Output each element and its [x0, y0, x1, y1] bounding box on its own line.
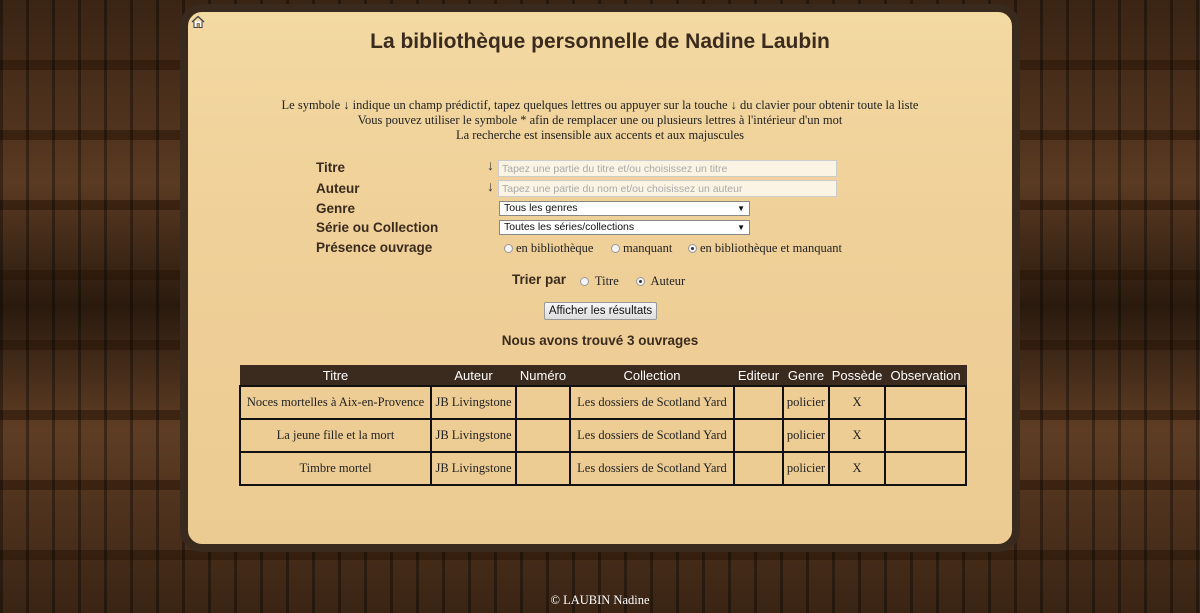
predictive-arrow-icon: ↓: [487, 180, 494, 195]
dropdown-caret-icon: ▼: [737, 204, 745, 213]
radio-button[interactable]: [580, 277, 589, 286]
predictive-arrow-icon: ↓: [487, 159, 494, 174]
genre-selected-value: Tous les genres: [504, 202, 578, 214]
cell-observation: [885, 419, 966, 452]
help-line: Le symbole ↓ indique un champ prédictif, tapez quelques lettres ou appuyer sur la touche ↓ du clavier pour obtenir toute la liste: [281, 98, 919, 112]
column-header: Observation: [885, 366, 966, 387]
genre-label: Genre: [316, 201, 356, 216]
presence-label: Présence ouvrage: [316, 240, 433, 255]
cell-possede: X: [829, 386, 885, 419]
sort-option-auteur[interactable]: [636, 274, 685, 289]
sort-label: Trier par: [512, 272, 567, 287]
result-count: Nous avons trouvé 3 ouvrages: [501, 333, 699, 348]
cell-numero: [516, 386, 570, 419]
cell-collection: Les dossiers de Scotland Yard: [570, 452, 734, 485]
titre-input[interactable]: [498, 160, 837, 177]
cell-editeur: [734, 386, 783, 419]
auteur-label: Auteur: [316, 181, 360, 196]
cell-titre: La jeune fille et la mort: [240, 419, 431, 452]
column-header: Possède: [829, 366, 885, 387]
page-title: La bibliothèque personnelle de Nadine Laubin: [370, 30, 830, 53]
cell-titre: Timbre mortel: [240, 452, 431, 485]
cell-observation: [885, 386, 966, 419]
show-results-button[interactable]: Afficher les résultats: [544, 302, 657, 320]
column-header: Titre: [240, 366, 431, 387]
radio-label: manquant: [623, 241, 673, 255]
cell-genre: policier: [783, 452, 829, 485]
cell-auteur: JB Livingstone: [431, 452, 516, 485]
results-table: [239, 365, 967, 486]
column-header: Numéro: [516, 366, 570, 387]
radio-label: Auteur: [650, 274, 686, 288]
cell-numero: [516, 419, 570, 452]
table-row: [240, 452, 966, 485]
presence-option-manquant[interactable]: [611, 241, 672, 256]
footer-copyright: © LAUBIN Nadine: [550, 593, 650, 607]
radio-label: en bibliothèque: [516, 241, 594, 255]
column-header: Genre: [783, 366, 829, 387]
help-line: La recherche est insensible aux accents et aux majuscules: [455, 128, 745, 142]
table-header-row: [240, 366, 966, 387]
cell-titre: Noces mortelles à Aix-en-Provence: [240, 386, 431, 419]
radio-button[interactable]: [636, 277, 645, 286]
column-header: Editeur: [734, 366, 783, 387]
presence-option-bibliotheque[interactable]: [504, 241, 593, 256]
column-header: Auteur: [431, 366, 516, 387]
help-text: [188, 98, 1012, 143]
cell-numero: [516, 452, 570, 485]
cell-editeur: [734, 419, 783, 452]
cell-observation: [885, 452, 966, 485]
cell-possede: X: [829, 452, 885, 485]
column-header: Collection: [570, 366, 734, 387]
cell-possede: X: [829, 419, 885, 452]
cell-collection: Les dossiers de Scotland Yard: [570, 419, 734, 452]
table-row: [240, 386, 966, 419]
radio-label: Titre: [594, 274, 619, 288]
auteur-input[interactable]: [498, 180, 837, 197]
cell-genre: policier: [783, 386, 829, 419]
titre-label: Titre: [316, 160, 346, 175]
genre-select[interactable]: [499, 201, 750, 216]
radio-button[interactable]: [688, 244, 697, 253]
radio-button[interactable]: [504, 244, 513, 253]
cell-genre: policier: [783, 419, 829, 452]
cell-auteur: JB Livingstone: [431, 386, 516, 419]
dropdown-caret-icon: ▼: [737, 223, 745, 232]
help-line: Vous pouvez utiliser le symbole * afin de remplacer une ou plusieurs lettres à l'intérieur d'un mot: [357, 113, 843, 127]
sort-option-titre[interactable]: [580, 274, 619, 289]
table-row: [240, 419, 966, 452]
radio-label: en bibliothèque et manquant: [700, 241, 842, 255]
cell-collection: Les dossiers de Scotland Yard: [570, 386, 734, 419]
home-icon[interactable]: [191, 15, 205, 29]
radio-button[interactable]: [611, 244, 620, 253]
serie-select[interactable]: [499, 220, 750, 235]
cell-editeur: [734, 452, 783, 485]
presence-option-both[interactable]: [688, 241, 842, 256]
serie-selected-value: Toutes les séries/collections: [504, 221, 635, 233]
cell-auteur: JB Livingstone: [431, 419, 516, 452]
serie-label: Série ou Collection: [316, 220, 439, 235]
